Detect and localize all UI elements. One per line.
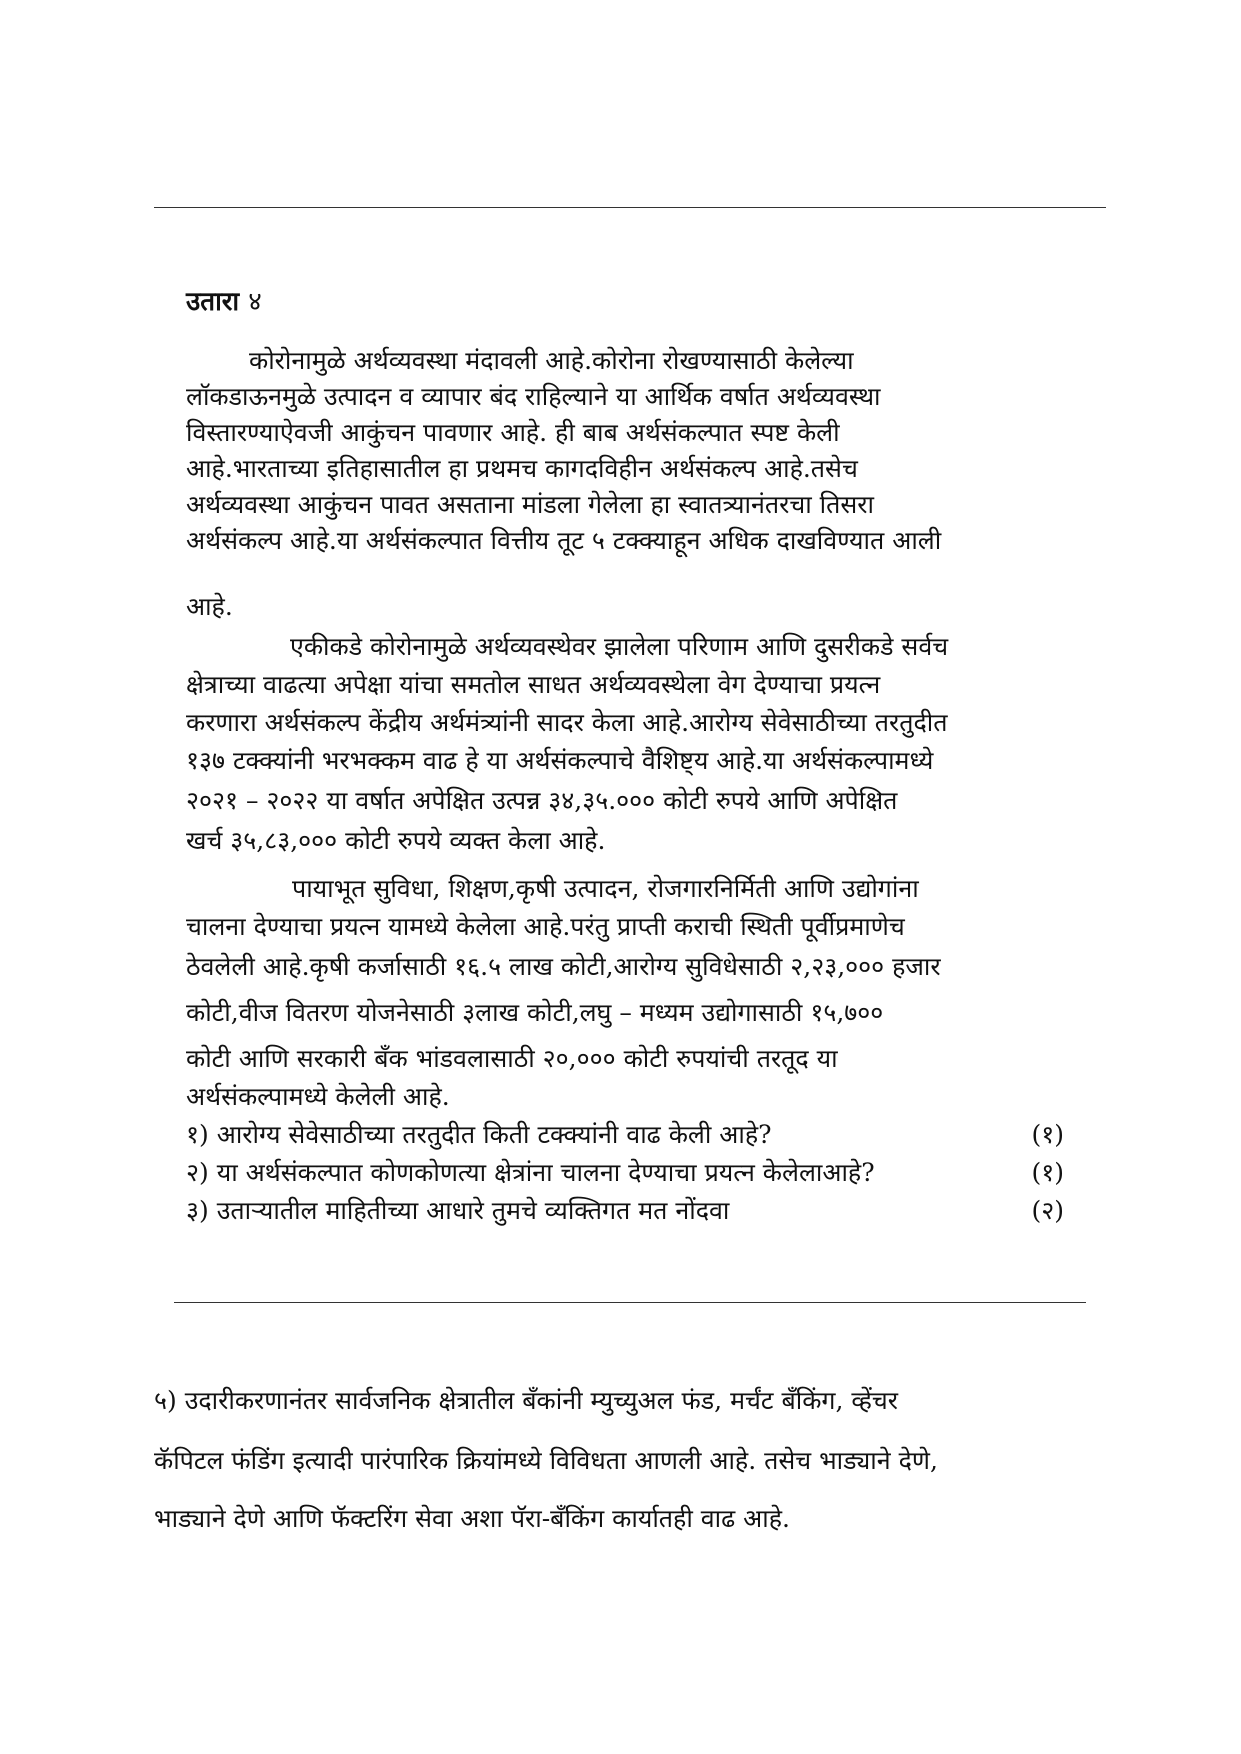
passage-line: १३७ टक्क्यांनी भरभक्कम वाढ हे या अर्थसंकल्पाचे वैशिष्ट्य आहे.या अर्थसंकल्पामध्ये xyxy=(186,746,934,775)
passage-line: आहे. xyxy=(186,592,233,621)
passage-line: क्षेत्राच्या वाढत्या अपेक्षा यांचा समतोल साधत अर्थव्यवस्थेला वेग देण्याचा प्रयत्न xyxy=(186,670,881,699)
passage-line: अर्थसंकल्प आहे.या अर्थसंकल्पात वित्तीय तूट ५ टक्क्याहून अधिक दाखविण्यात आली xyxy=(186,526,942,555)
question-text: १) आरोग्य सेवेसाठीच्या तरतुदीत किती टक्क्यांनी वाढ केली आहे? xyxy=(186,1120,772,1149)
passage-line: अर्थव्यवस्था आकुंचन पावत असताना मांडला गेलेला हा स्वातत्र्यानंतरचा तिसरा xyxy=(186,490,875,519)
passage-line: ठेवलेली आहे.कृषी कर्जासाठी १६.५ लाख कोटी,आरोग्य सुविधेसाठी २,२३,००० हजार xyxy=(186,952,941,981)
item-5-line: ५) उदारीकरणानंतर सार्वजनिक क्षेत्रातील बँकांनी म्युच्युअल फंड, मर्चंट बँकिंग, व्हेंचर xyxy=(154,1386,898,1415)
passage-line: २०२१ – २०२२ या वर्षात अपेक्षित उत्पन्न ३४,३५.००० कोटी रुपये आणि अपेक्षित xyxy=(186,786,898,815)
passage-line: लॉकडाऊनमुळे उत्पादन व व्यापार बंद राहिल्याने या आर्थिक वर्षात अर्थव्यवस्था xyxy=(186,382,881,411)
passage-line: पायाभूत सुविधा, शिक्षण,कृषी उत्पादन, रोजगारनिर्मिती आणि उद्योगांना xyxy=(292,874,919,903)
item-5-line: भाड्याने देणे आणि फॅक्टरिंग सेवा अशा पॅरा-बँकिंग कार्यातही वाढ आहे. xyxy=(154,1504,790,1533)
heading-label: उतारा xyxy=(186,287,240,317)
question-text: २) या अर्थसंकल्पात कोणकोणत्या क्षेत्रांना चालना देण्याचा प्रयत्न केलेलाआहे? xyxy=(186,1158,875,1187)
passage-line: अर्थसंकल्पामध्ये केलेली आहे. xyxy=(186,1082,450,1111)
question-item xyxy=(186,1194,1064,1228)
question-marks: (१) xyxy=(1031,1120,1064,1149)
top-divider xyxy=(154,207,1106,208)
passage-line: कोरोनामुळे अर्थव्यवस्था मंदावली आहे.कोरोना रोखण्यासाठी केलेल्या xyxy=(249,346,854,375)
heading-number: ४ xyxy=(248,287,262,317)
passage-line: करणारा अर्थसंकल्प केंद्रीय अर्थमंत्र्यांनी सादर केला आहे.आरोग्य सेवेसाठीच्या तरतुदीत xyxy=(186,708,948,737)
question-text: ३) उताऱ्यातील माहितीच्या आधारे तुमचे व्यक्तिगत मत नोंदवा xyxy=(186,1196,730,1225)
passage-line: एकीकडे कोरोनामुळे अर्थव्यवस्थेवर झालेला परिणाम आणि दुसरीकडे सर्वच xyxy=(290,632,949,661)
passage-line: विस्तारण्याऐवजी आकुंचन पावणार आहे. ही बाब अर्थसंकल्पात स्पष्ट केली xyxy=(186,418,840,447)
passage-line: खर्च ३५,८३,००० कोटी रुपये व्यक्त केला आहे. xyxy=(186,826,606,855)
question-marks: (१) xyxy=(1031,1158,1064,1187)
question-item xyxy=(186,1156,1064,1190)
passage-line: कोटी,वीज वितरण योजनेसाठी ३लाख कोटी,लघु – मध्यम उद्योगासाठी १५,७०० xyxy=(186,998,884,1027)
passage-line: आहे.भारताच्या इतिहासातील हा प्रथमच कागदविहीन अर्थसंकल्प आहे.तसेच xyxy=(186,454,858,483)
passage-line: कोटी आणि सरकारी बँक भांडवलासाठी २०,००० कोटी रुपयांची तरतूद या xyxy=(186,1044,838,1073)
item-5-line: कॅपिटल फंडिंग इत्यादी पारंपारिक क्रियांमध्ये विविधता आणली आहे. तसेच भाड्याने देणे, xyxy=(154,1446,938,1475)
passage-line: चालना देण्याचा प्रयत्न यामध्ये केलेला आहे.परंतु प्राप्ती कराची स्थिती पूर्वीप्रमाणेच xyxy=(186,912,905,941)
passage-heading xyxy=(186,282,262,318)
middle-divider xyxy=(174,1302,1086,1303)
question-marks: (२) xyxy=(1031,1196,1064,1225)
question-item xyxy=(186,1118,1064,1152)
